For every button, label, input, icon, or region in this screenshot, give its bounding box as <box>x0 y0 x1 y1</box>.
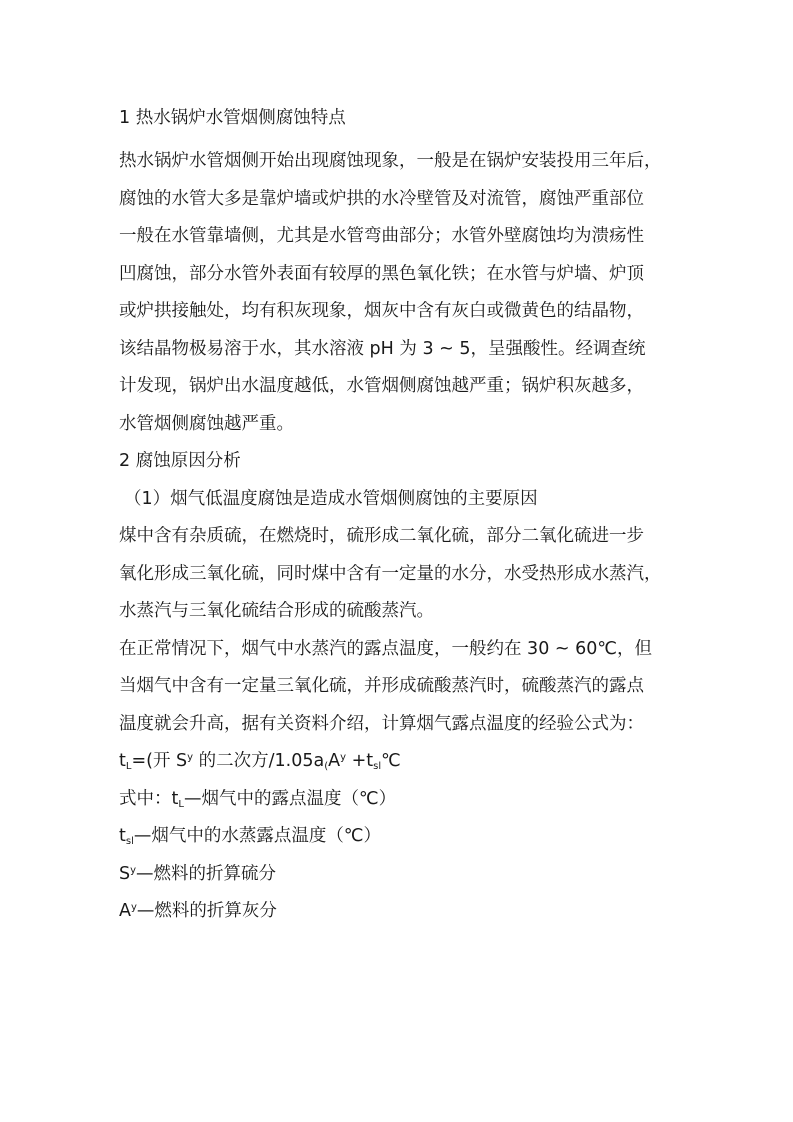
section-1-heading: 1 热水锅炉水管烟侧腐蚀特点 <box>119 108 346 128</box>
paragraph-line: 该结晶物极易溶于水，其水溶液 pH 为 3 ~ 5，呈强酸性。经调查统 <box>119 339 646 359</box>
paragraph-line: 水管烟侧腐蚀越严重。 <box>119 414 294 434</box>
paragraph-line: 煤中含有杂质硫，在燃烧时，硫形成二氧化硫，部分二氧化硫进一步 <box>119 526 644 546</box>
paragraph-line: 温度就会升高，据有关资料介绍，计算烟气露点温度的经验公式为： <box>119 714 644 734</box>
paragraph-line: 凹腐蚀，部分水管外表面有较厚的黑色氧化铁；在水管与炉墙、炉顶 <box>119 264 644 284</box>
definition-tl: 式中：$t_L—$烟气中的露点温度（℃） <box>119 789 397 810</box>
definition-sy: $S^y—$燃料的折算硫分 <box>119 864 277 884</box>
definition-ay: $A^y—$燃料的折算灰分 <box>119 901 277 921</box>
section-2-subheading: （1）烟气低温度腐蚀是造成水管烟侧腐蚀的主要原因 <box>124 489 538 509</box>
paragraph-line: 氧化形成三氧化硫，同时煤中含有一定量的水分，水受热形成水蒸汽， <box>119 564 662 584</box>
paragraph-line: 或炉拱接触处，均有积灰现象，烟灰中含有灰白或微黄色的结晶物， <box>119 301 644 321</box>
dew-point-formula: $t_L=$(开 $S^y$ 的二次方$/1.05a_(A^y$ $+t_{sl}℃$ <box>119 751 401 772</box>
definition-tsl: $t_{sl}—$烟气中的水蒸露点温度（℃） <box>119 826 382 847</box>
paragraph-line: 当烟气中含有一定量三氧化硫，并形成硫酸蒸汽时，硫酸蒸汽的露点 <box>119 676 644 696</box>
paragraph-line: 水蒸汽与三氧化硫结合形成的硫酸蒸汽。 <box>119 601 434 621</box>
paragraph-line: 在正常情况下，烟气中水蒸汽的露点温度，一般约在 30 ~ 60℃，但 <box>119 639 653 659</box>
section-2-heading: 2 腐蚀原因分析 <box>119 451 241 471</box>
paragraph-line: 一般在水管靠墙侧，尤其是水管弯曲部分；水管外壁腐蚀均为溃疡性 <box>119 226 644 246</box>
paragraph-line: 腐蚀的水管大多是靠炉墙或炉拱的水冷壁管及对流管，腐蚀严重部位 <box>119 189 644 209</box>
paragraph-line: 热水锅炉水管烟侧开始出现腐蚀现象，一般是在锅炉安装投用三年后， <box>119 151 662 171</box>
paragraph-line: 计发现，锅炉出水温度越低，水管烟侧腐蚀越严重；锅炉积灰越多， <box>119 376 644 396</box>
